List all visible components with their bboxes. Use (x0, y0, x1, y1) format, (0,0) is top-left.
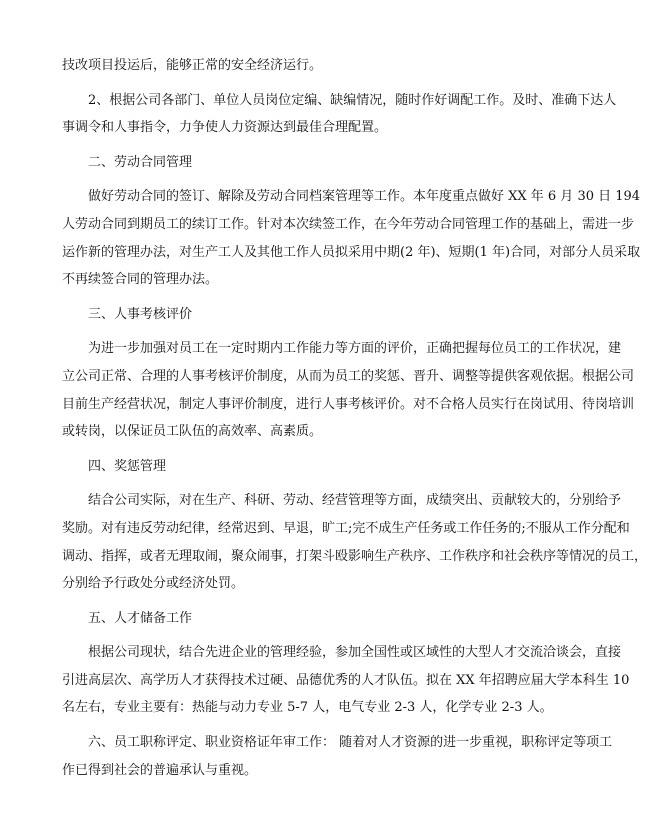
paragraph-rewards (62, 487, 647, 597)
text-line: 调动、指挥，或者无理取闹，聚众闹事，打架斗殴影响生产秩序、工作秩序和社会秩序等情况的员工， (62, 548, 647, 564)
text-line: 六、员工职称评定、职业资格证年审工作： 随着对人才资源的进一步重视，职称评定等项工 (88, 735, 613, 751)
text-line: 引进高层次、高学历人才获得技术过硬、品德优秀的人才队伍。拟在 XX 年招聘应届大学本科生 10 (62, 672, 630, 688)
paragraph-evaluation (62, 335, 635, 445)
text-line: 人劳动合同到期员工的续订工作。针对本次续签工作，在今年劳动合同管理工作的基础上，需进一步 (62, 216, 635, 232)
text-line: 目前生产经营状况，制定人事评价制度，进行人事考核评价。对不合格人员实行在岗试用、待岗培训 (62, 396, 635, 412)
paragraph-labor-contract (62, 183, 641, 293)
paragraph-continuation (62, 52, 518, 80)
text-line: 立公司正常、合理的人事考核评价制度，从而为员工的奖惩、晋升、调整等提供客观依据。根据公司 (62, 368, 635, 384)
paragraph-staffing (62, 87, 617, 142)
text-line: 技改项目投运后，能够正常的安全经济运行。 (62, 58, 323, 73)
section-heading-talent-reserve: 五、人才储备工作 (88, 610, 193, 626)
text-line: 不再续签合同的管理办法。 (62, 272, 219, 288)
text-line: 运作新的管理办法，对生产工人及其他工作人员拟采用中期(2 年)、短期(1 年)合同，对部分人员采取 (62, 244, 641, 260)
text-line: 事调令和人事指令，力争使人力资源达到最佳合理配置。 (62, 120, 388, 136)
paragraph-talent-reserve (62, 639, 630, 722)
text-line: 奖励。对有违反劳动纪律，经常迟到、早退，旷工;完不成生产任务或工作任务的;不服从工作分配和 (62, 520, 630, 536)
text-line: 或转岗，以保证员工队伍的高效率、高素质。 (62, 424, 323, 440)
section-heading-labor-contract: 二、劳动合同管理 (88, 154, 193, 170)
text-line: 为进一步加强对员工在一定时期内工作能力等方面的评价，正确把握每位员工的工作状况，建 (88, 341, 622, 357)
text-line: 根据公司现状，结合先进企业的管理经验，参加全国性或区域性的大型人才交流洽谈会，直接 (88, 645, 622, 661)
section-heading-rewards: 四、奖惩管理 (88, 458, 167, 474)
text-line: 名左右，专业主要有：热能与动力专业 5-7 人，电气专业 2-3 人，化学专业 2-3 人。 (62, 700, 553, 716)
text-line: 结合公司实际，对在生产、科研、劳动、经营管理等方面，成绩突出、贡献较大的，分别给予 (88, 493, 622, 509)
paragraph-professional-titles (62, 729, 613, 784)
text-line: 2、根据公司各部门、单位人员岗位定编、缺编情况，随时作好调配工作。及时、准确下达人 (88, 92, 617, 108)
text-line: 做好劳动合同的签订、解除及劳动合同档案管理等工作。本年度重点做好 XX 年 6 月 30 日 194 (88, 189, 641, 205)
text-line: 分别给予行政处分或经济处罚。 (62, 576, 245, 592)
text-line: 作已得到社会的普遍承认与重视。 (62, 762, 258, 778)
section-heading-evaluation: 三、人事考核评价 (88, 306, 193, 322)
